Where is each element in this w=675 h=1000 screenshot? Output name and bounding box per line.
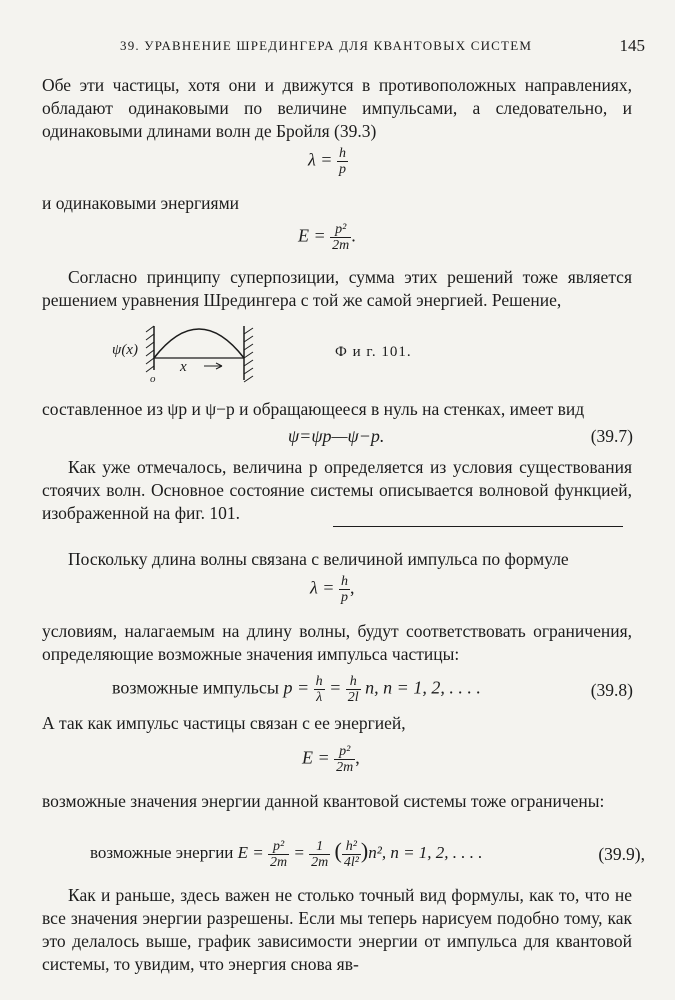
fraction: $\frac{\text{h²}}{\text{4l²}}$ [343,838,359,870]
paragraph-1: Обе эти частицы, хотя они и движутся в противоположных направлениях, обладают одинаковыми по величине импульсами, а следовательно, и одинаковыми длинами волн де Бройля (39.3) [42,75,632,141]
eq-lhs: p = [283,677,310,698]
eq-lhs: λ = [308,149,333,170]
eq-lhs: E = [298,225,326,246]
fraction: $\frac{h}{2l}$ [347,674,359,705]
paragraph-8: А так как импульс частицы связан с ее энергией, [42,713,406,733]
equation-39-7: ψ=ψp—ψ−p. [288,426,385,446]
figure-caption: Ф и г. 101. [335,344,412,360]
eq-lhs: λ = [310,577,335,598]
fraction: $\frac{\text{p²}}{2m}$ [270,838,288,870]
paragraph-4: составленное из ψp и ψ−p и обращающееся в нуль на стенках, имеет вид [42,399,585,419]
psi-label: ψ(x) [112,342,138,358]
equation-wavelength [308,146,348,177]
eq-tail: n, n = 1, 2, . . . . [365,677,481,698]
eq-lhs: E = [302,747,330,768]
running-header: 39. УРАВНЕНИЕ ШРЕДИНГЕРА ДЛЯ КВАНТОВЫХ СИСТЕМ [120,38,533,53]
fraction: $\frac{\text{p²}}{2m}$ [336,744,354,775]
figure-101-wavefunction [112,318,272,388]
eq-mid: = [329,677,342,698]
paragraph-9: возможные значения энергии данной квантовой системы тоже ограничены: [42,791,605,811]
paragraph-6: Поскольку длина волны связана с величиной импульса по формуле [68,549,569,569]
equation-wavelength-2 [310,574,354,605]
fraction: $\frac{h}{p}$ [338,146,346,177]
fraction: $\frac{\text{p²}}{2m}$ [332,222,350,253]
eq-prefix: возможные энергии [90,843,234,862]
paragraph-3: Согласно принципу суперпозиции, сумма этих решений тоже является решением уравнения Шредингера с той же самой энергией. Решение, [42,267,632,310]
fraction: $\frac{h}{\lambda}$ [315,674,323,705]
wavefunction-curve [154,329,244,358]
paragraph-7: условиям, налагаемым на длину волны, будут соответствовать ограничения, определяющие возможные значения импульса частицы: [42,621,632,664]
eq-tail: , [355,747,360,768]
eq-mid: = [293,843,305,862]
equation-energy [298,222,356,253]
paragraph-10: Как и раньше, здесь важен не столько точный вид формулы, как то, что не все значения энергии разрешены. Если мы теперь нарисуем подобно тому, как это делалось выше, график зависимости энергии от импульса для квантовой системы, то увидим, что энергия снова яв- [42,885,632,974]
fraction: $\frac{1}{2m}$ [311,838,329,870]
eq-lhs: E = [237,843,264,862]
x-label: x [180,359,187,375]
eq-tail: . [351,225,356,246]
equation-39-8 [112,674,481,705]
origin-label: o [150,373,156,385]
equation-number-39-8: (39.8) [590,680,633,700]
paragraph-5: Как уже отмечалось, величина p определяется из условия существования стоячих волн. Основное состояние системы описывается волновой функцией, изображенной на фиг. 101. [42,457,632,523]
eq-tail: , [349,577,355,598]
equation-39-9: возможные энергии E = $\frac{\text{p²}}{2m}$ = $\frac{1}{2m}$ ( $\frac{\text{h²}}{\text{4l²}}$ )n², n = 1, 2, . . . . [90,838,483,870]
section-divider [333,526,623,527]
eq-prefix: возможные импульсы [112,677,279,698]
paragraph-2: и одинаковыми энергиями [42,193,240,213]
equation-number-39-9: (39.9), [598,844,645,864]
right-wall-hatching [244,328,253,382]
fraction: $\frac{h}{p}$ [340,574,348,605]
left-wall-hatching [146,326,154,372]
eq-tail: n², n = 1, 2, . . . . [368,843,483,862]
equation-energy-2 [302,744,360,775]
equation-number-39-7: (39.7) [590,426,633,446]
page-number: 145 [619,36,645,55]
